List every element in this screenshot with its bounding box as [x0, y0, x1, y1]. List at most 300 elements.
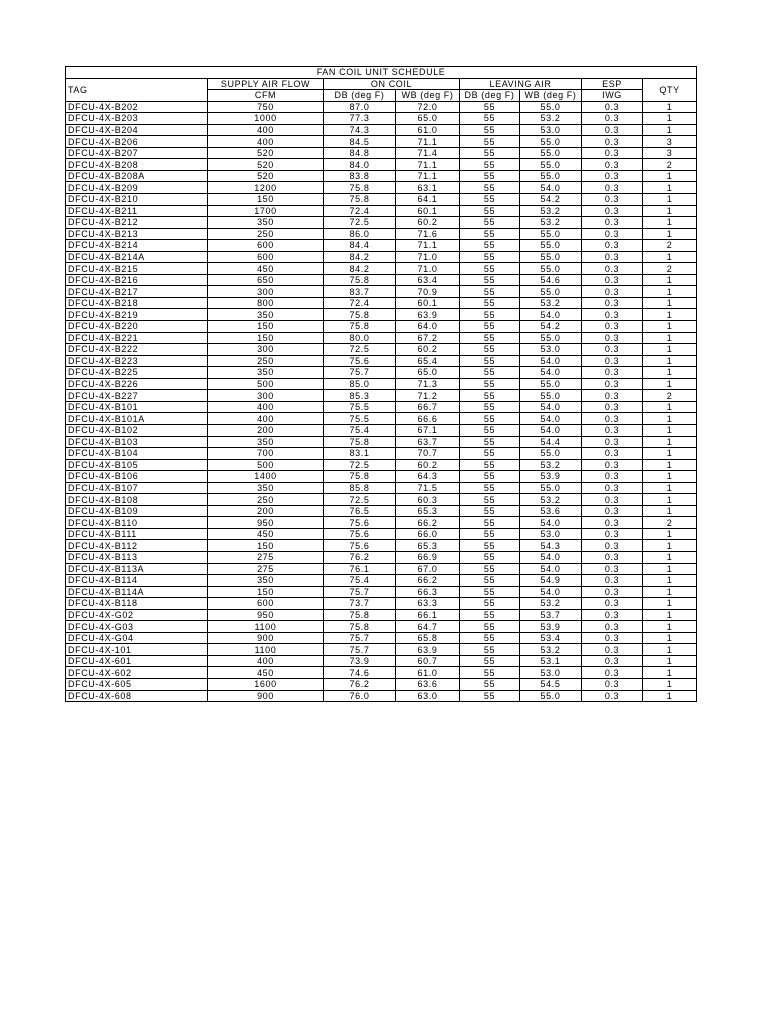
leaving-air-wb-cell: 54.0	[520, 182, 582, 194]
leaving-air-db-cell: 55	[460, 678, 520, 690]
cfm-cell: 450	[208, 667, 324, 679]
leaving-air-db-cell: 55	[460, 494, 520, 506]
leaving-air-db-cell: 55	[460, 667, 520, 679]
leaving-air-db-cell: 55	[460, 482, 520, 494]
on-coil-db-cell: 84.4	[324, 240, 396, 252]
table-row	[66, 286, 697, 298]
leaving-air-wb-cell: 55.0	[520, 390, 582, 402]
header-row-1	[66, 78, 697, 90]
on-coil-db-cell: 75.8	[324, 621, 396, 633]
leaving-air-wb-cell: 54.0	[520, 367, 582, 379]
esp-cell: 0.3	[582, 494, 643, 506]
cfm-cell: 250	[208, 494, 324, 506]
on-coil-header: ON COIL	[324, 78, 460, 90]
on-coil-db-cell: 75.8	[324, 436, 396, 448]
leaving-air-db-cell: 55	[460, 424, 520, 436]
qty-cell: 2	[643, 390, 697, 402]
on-coil-db-cell: 75.8	[324, 321, 396, 333]
on-coil-wb-cell: 72.0	[396, 101, 460, 113]
cfm-cell: 1000	[208, 113, 324, 125]
cfm-cell: 520	[208, 170, 324, 182]
leaving-air-wb-cell: 54.0	[520, 586, 582, 598]
tag-cell: DFCU-4X-101	[66, 644, 208, 656]
leaving-air-wb-cell: 54.2	[520, 194, 582, 206]
leaving-air-wb-cell: 55.0	[520, 690, 582, 702]
on-coil-wb-cell: 60.1	[396, 205, 460, 217]
leaving-air-wb-cell: 54.0	[520, 309, 582, 321]
tag-cell: DFCU-4X-B118	[66, 598, 208, 610]
esp-cell: 0.3	[582, 505, 643, 517]
leaving-air-wb-cell: 53.2	[520, 297, 582, 309]
qty-cell: 1	[643, 563, 697, 575]
qty-cell: 1	[643, 413, 697, 425]
tag-cell: DFCU-4X-608	[66, 690, 208, 702]
on-coil-wb-cell: 71.1	[396, 159, 460, 171]
tag-cell: DFCU-4X-B109	[66, 505, 208, 517]
leaving-air-db-cell: 55	[460, 401, 520, 413]
table-row	[66, 644, 697, 656]
qty-cell: 1	[643, 575, 697, 587]
qty-cell: 1	[643, 690, 697, 702]
esp-cell: 0.3	[582, 667, 643, 679]
leaving-air-db-cell: 55	[460, 609, 520, 621]
cfm-cell: 400	[208, 655, 324, 667]
on-coil-wb-cell: 66.0	[396, 528, 460, 540]
on-coil-db-cell: 76.1	[324, 563, 396, 575]
cfm-cell: 500	[208, 378, 324, 390]
on-coil-db-cell: 75.8	[324, 309, 396, 321]
tag-cell: DFCU-4X-B220	[66, 321, 208, 333]
cfm-cell: 800	[208, 297, 324, 309]
qty-cell: 1	[643, 436, 697, 448]
table-row	[66, 355, 697, 367]
on-coil-wb-cell: 63.4	[396, 274, 460, 286]
tag-cell: DFCU-4X-B108	[66, 494, 208, 506]
cfm-cell: 350	[208, 575, 324, 587]
qty-cell: 3	[643, 136, 697, 148]
table-row	[66, 540, 697, 552]
leaving-air-wb-cell: 55.0	[520, 286, 582, 298]
leaving-air-wb-cell: 54.3	[520, 540, 582, 552]
cfm-cell: 350	[208, 436, 324, 448]
leaving-air-db-cell: 55	[460, 459, 520, 471]
cfm-cell: 1100	[208, 621, 324, 633]
qty-cell: 1	[643, 598, 697, 610]
leaving-air-db-cell: 55	[460, 517, 520, 529]
table-row	[66, 378, 697, 390]
esp-cell: 0.3	[582, 448, 643, 460]
table-row	[66, 182, 697, 194]
qty-cell: 1	[643, 309, 697, 321]
esp-cell: 0.3	[582, 690, 643, 702]
qty-cell: 3	[643, 147, 697, 159]
leaving-air-wb-cell: 55.0	[520, 101, 582, 113]
on-coil-db-cell: 76.2	[324, 678, 396, 690]
table-row	[66, 459, 697, 471]
leaving-air-db-cell: 55	[460, 690, 520, 702]
on-coil-wb-cell: 66.7	[396, 401, 460, 413]
leaving-air-db-cell: 55	[460, 332, 520, 344]
cfm-cell: 150	[208, 194, 324, 206]
esp-cell: 0.3	[582, 274, 643, 286]
table-row	[66, 321, 697, 333]
leaving-air-wb-cell: 53.7	[520, 609, 582, 621]
qty-cell: 1	[643, 217, 697, 229]
tag-cell: DFCU-4X-B217	[66, 286, 208, 298]
table-row	[66, 678, 697, 690]
on-coil-wb-cell: 71.0	[396, 251, 460, 263]
cfm-cell: 400	[208, 124, 324, 136]
table-row	[66, 621, 697, 633]
qty-cell: 1	[643, 644, 697, 656]
leaving-air-db-cell: 55	[460, 632, 520, 644]
leaving-air-db-cell: 55	[460, 101, 520, 113]
on-coil-wb-cell: 65.3	[396, 540, 460, 552]
qty-cell: 1	[643, 124, 697, 136]
on-coil-wb-cell: 64.3	[396, 471, 460, 483]
esp-cell: 0.3	[582, 413, 643, 425]
cfm-cell: 450	[208, 528, 324, 540]
on-coil-wb-cell: 63.6	[396, 678, 460, 690]
leaving-air-wb-cell: 55.0	[520, 251, 582, 263]
qty-cell: 1	[643, 471, 697, 483]
esp-cell: 0.3	[582, 286, 643, 298]
leaving-air-wb-cell: 53.9	[520, 621, 582, 633]
esp-cell: 0.3	[582, 459, 643, 471]
on-coil-wb-cell: 61.0	[396, 667, 460, 679]
on-coil-wb-cell: 65.4	[396, 355, 460, 367]
leaving-air-db-cell: 55	[460, 448, 520, 460]
table-row	[66, 297, 697, 309]
esp-cell: 0.3	[582, 367, 643, 379]
leaving-air-db-cell: 55	[460, 344, 520, 356]
tag-cell: DFCU-4X-B103	[66, 436, 208, 448]
on-coil-db-cell: 76.0	[324, 690, 396, 702]
on-coil-wb-cell: 70.7	[396, 448, 460, 460]
table-row	[66, 482, 697, 494]
on-coil-db-cell: 84.2	[324, 251, 396, 263]
qty-cell: 1	[643, 678, 697, 690]
table-row	[66, 113, 697, 125]
leaving-air-wb-cell: 55.0	[520, 332, 582, 344]
qty-cell: 1	[643, 194, 697, 206]
leaving-air-wb-cell: 54.5	[520, 678, 582, 690]
on-coil-db-cell: 85.0	[324, 378, 396, 390]
table-row	[66, 205, 697, 217]
table-row	[66, 194, 697, 206]
tag-cell: DFCU-4X-B110	[66, 517, 208, 529]
esp-cell: 0.3	[582, 655, 643, 667]
leaving-air-wb-cell: 55.0	[520, 136, 582, 148]
on-coil-db-cell: 75.5	[324, 413, 396, 425]
esp-cell: 0.3	[582, 159, 643, 171]
leaving-air-wb-cell: 54.0	[520, 424, 582, 436]
tag-cell: DFCU-4X-B214A	[66, 251, 208, 263]
leaving-air-wb-cell: 54.2	[520, 321, 582, 333]
leaving-air-wb-cell: 53.0	[520, 124, 582, 136]
on-coil-db-cell: 74.3	[324, 124, 396, 136]
supply-air-flow-header: SUPPLY AIR FLOW	[208, 78, 324, 90]
table-row	[66, 401, 697, 413]
esp-cell: 0.3	[582, 609, 643, 621]
leaving-air-wb-cell: 54.0	[520, 551, 582, 563]
tag-cell: DFCU-4X-G02	[66, 609, 208, 621]
on-coil-db-cell: 75.7	[324, 367, 396, 379]
cfm-cell: 750	[208, 101, 324, 113]
tag-cell: DFCU-4X-B210	[66, 194, 208, 206]
on-coil-db-cell: 84.2	[324, 263, 396, 275]
leaving-air-wb-cell: 53.2	[520, 205, 582, 217]
tag-cell: DFCU-4X-B102	[66, 424, 208, 436]
esp-cell: 0.3	[582, 332, 643, 344]
table-row	[66, 575, 697, 587]
on-coil-db-cell: 84.0	[324, 159, 396, 171]
qty-cell: 1	[643, 113, 697, 125]
tag-cell: DFCU-4X-B222	[66, 344, 208, 356]
leaving-air-db-cell: 55	[460, 205, 520, 217]
tag-cell: DFCU-4X-B113A	[66, 563, 208, 575]
tag-cell: DFCU-4X-B111	[66, 528, 208, 540]
leaving-air-wb-cell: 54.4	[520, 436, 582, 448]
qty-cell: 2	[643, 159, 697, 171]
leaving-air-wb-cell: 53.2	[520, 113, 582, 125]
table-row	[66, 147, 697, 159]
leaving-air-db-cell: 55	[460, 551, 520, 563]
qty-cell: 1	[643, 355, 697, 367]
leaving-air-db-cell: 55	[460, 575, 520, 587]
qty-cell: 1	[643, 251, 697, 263]
table-row	[66, 367, 697, 379]
esp-cell: 0.3	[582, 240, 643, 252]
esp-cell: 0.3	[582, 482, 643, 494]
on-coil-wb-cell: 64.0	[396, 321, 460, 333]
tag-cell: DFCU-4X-B203	[66, 113, 208, 125]
schedule-title: FAN COIL UNIT SCHEDULE	[66, 67, 697, 79]
esp-cell: 0.3	[582, 147, 643, 159]
on-coil-db-cell: 75.7	[324, 632, 396, 644]
qty-cell: 1	[643, 667, 697, 679]
cfm-cell: 150	[208, 586, 324, 598]
on-coil-wb-cell: 63.9	[396, 309, 460, 321]
on-coil-db-cell: 75.4	[324, 575, 396, 587]
leaving-air-wb-cell: 55.0	[520, 482, 582, 494]
cfm-cell: 150	[208, 540, 324, 552]
esp-cell: 0.3	[582, 378, 643, 390]
table-row	[66, 170, 697, 182]
qty-header: QTY	[643, 78, 697, 101]
cfm-cell: 600	[208, 240, 324, 252]
leaving-air-wb-header: WB (deg F)	[520, 90, 582, 102]
cfm-cell: 1400	[208, 471, 324, 483]
on-coil-wb-cell: 66.2	[396, 575, 460, 587]
on-coil-wb-cell: 66.9	[396, 551, 460, 563]
leaving-air-wb-cell: 55.0	[520, 263, 582, 275]
table-row	[66, 413, 697, 425]
on-coil-wb-cell: 60.7	[396, 655, 460, 667]
esp-cell: 0.3	[582, 101, 643, 113]
cfm-cell: 350	[208, 309, 324, 321]
on-coil-db-cell: 85.3	[324, 390, 396, 402]
qty-cell: 1	[643, 494, 697, 506]
qty-cell: 1	[643, 274, 697, 286]
on-coil-db-cell: 75.8	[324, 471, 396, 483]
qty-cell: 1	[643, 459, 697, 471]
on-coil-wb-cell: 60.2	[396, 217, 460, 229]
qty-cell: 1	[643, 655, 697, 667]
cfm-cell: 350	[208, 217, 324, 229]
qty-cell: 1	[643, 228, 697, 240]
tag-cell: DFCU-4X-B219	[66, 309, 208, 321]
leaving-air-db-cell: 55	[460, 136, 520, 148]
tag-cell: DFCU-4X-B209	[66, 182, 208, 194]
tag-cell: DFCU-4X-B223	[66, 355, 208, 367]
esp-cell: 0.3	[582, 297, 643, 309]
table-row	[66, 332, 697, 344]
leaving-air-wb-cell: 54.0	[520, 413, 582, 425]
leaving-air-wb-cell: 53.0	[520, 344, 582, 356]
leaving-air-db-cell: 55	[460, 586, 520, 598]
qty-cell: 1	[643, 378, 697, 390]
qty-cell: 1	[643, 586, 697, 598]
esp-cell: 0.3	[582, 309, 643, 321]
on-coil-db-header: DB (deg F)	[324, 90, 396, 102]
esp-cell: 0.3	[582, 644, 643, 656]
table-row	[66, 471, 697, 483]
tag-cell: DFCU-4X-B227	[66, 390, 208, 402]
tag-cell: DFCU-4X-B107	[66, 482, 208, 494]
leaving-air-db-cell: 55	[460, 297, 520, 309]
on-coil-db-cell: 72.5	[324, 344, 396, 356]
table-row	[66, 632, 697, 644]
tag-cell: DFCU-4X-B216	[66, 274, 208, 286]
table-row	[66, 528, 697, 540]
table-row	[66, 424, 697, 436]
leaving-air-wb-cell: 54.9	[520, 575, 582, 587]
on-coil-db-cell: 77.3	[324, 113, 396, 125]
tag-cell: DFCU-4X-B114	[66, 575, 208, 587]
qty-cell: 1	[643, 540, 697, 552]
on-coil-db-cell: 75.5	[324, 401, 396, 413]
qty-cell: 1	[643, 205, 697, 217]
cfm-cell: 400	[208, 401, 324, 413]
on-coil-wb-cell: 65.8	[396, 632, 460, 644]
leaving-air-db-cell: 55	[460, 147, 520, 159]
table-row	[66, 101, 697, 113]
on-coil-db-cell: 80.0	[324, 332, 396, 344]
on-coil-wb-cell: 67.2	[396, 332, 460, 344]
on-coil-wb-cell: 66.3	[396, 586, 460, 598]
on-coil-db-cell: 75.7	[324, 644, 396, 656]
fan-coil-unit-schedule-table	[65, 66, 697, 702]
on-coil-wb-cell: 66.2	[396, 517, 460, 529]
on-coil-wb-cell: 63.9	[396, 644, 460, 656]
leaving-air-wb-cell: 55.0	[520, 147, 582, 159]
tag-cell: DFCU-4X-602	[66, 667, 208, 679]
on-coil-wb-cell: 71.2	[396, 390, 460, 402]
leaving-air-db-cell: 55	[460, 563, 520, 575]
esp-cell: 0.3	[582, 471, 643, 483]
on-coil-db-cell: 75.8	[324, 274, 396, 286]
on-coil-wb-cell: 66.6	[396, 413, 460, 425]
esp-cell: 0.3	[582, 228, 643, 240]
tag-cell: DFCU-4X-B202	[66, 101, 208, 113]
cfm-cell: 275	[208, 563, 324, 575]
tag-cell: DFCU-4X-B221	[66, 332, 208, 344]
on-coil-db-cell: 72.5	[324, 217, 396, 229]
leaving-air-db-cell: 55	[460, 528, 520, 540]
esp-cell: 0.3	[582, 678, 643, 690]
on-coil-wb-cell: 71.1	[396, 170, 460, 182]
on-coil-wb-cell: 71.6	[396, 228, 460, 240]
tag-cell: DFCU-4X-601	[66, 655, 208, 667]
on-coil-db-cell: 83.1	[324, 448, 396, 460]
schedule-body	[66, 101, 697, 701]
leaving-air-db-cell: 55	[460, 621, 520, 633]
on-coil-db-cell: 75.8	[324, 609, 396, 621]
tag-header: TAG	[66, 78, 208, 101]
table-row	[66, 505, 697, 517]
qty-cell: 1	[643, 344, 697, 356]
tag-cell: DFCU-4X-B215	[66, 263, 208, 275]
leaving-air-wb-cell: 53.1	[520, 655, 582, 667]
on-coil-db-cell: 75.6	[324, 517, 396, 529]
table-row	[66, 344, 697, 356]
on-coil-wb-cell: 70.9	[396, 286, 460, 298]
on-coil-db-cell: 85.8	[324, 482, 396, 494]
on-coil-db-cell: 87.0	[324, 101, 396, 113]
tag-cell: DFCU-4X-B213	[66, 228, 208, 240]
leaving-air-wb-cell: 53.2	[520, 598, 582, 610]
qty-cell: 2	[643, 263, 697, 275]
leaving-air-wb-cell: 55.0	[520, 240, 582, 252]
qty-cell: 1	[643, 632, 697, 644]
leaving-air-wb-cell: 53.2	[520, 644, 582, 656]
leaving-air-wb-cell: 53.6	[520, 505, 582, 517]
cfm-cell: 300	[208, 286, 324, 298]
esp-cell: 0.3	[582, 401, 643, 413]
leaving-air-db-cell: 55	[460, 124, 520, 136]
on-coil-wb-cell: 61.0	[396, 124, 460, 136]
leaving-air-wb-cell: 55.0	[520, 228, 582, 240]
table-row	[66, 609, 697, 621]
tag-cell: DFCU-4X-B204	[66, 124, 208, 136]
leaving-air-wb-cell: 54.0	[520, 517, 582, 529]
tag-cell: DFCU-4X-G03	[66, 621, 208, 633]
leaving-air-wb-cell: 54.6	[520, 274, 582, 286]
esp-cell: 0.3	[582, 355, 643, 367]
qty-cell: 1	[643, 505, 697, 517]
qty-cell: 1	[643, 297, 697, 309]
on-coil-wb-cell: 63.1	[396, 182, 460, 194]
leaving-air-wb-cell: 53.0	[520, 528, 582, 540]
tag-cell: DFCU-4X-B225	[66, 367, 208, 379]
cfm-cell: 200	[208, 424, 324, 436]
cfm-cell: 250	[208, 228, 324, 240]
tag-cell: DFCU-4X-B208	[66, 159, 208, 171]
tag-cell: DFCU-4X-605	[66, 678, 208, 690]
qty-cell: 1	[643, 367, 697, 379]
table-row	[66, 517, 697, 529]
on-coil-db-cell: 72.4	[324, 205, 396, 217]
qty-cell: 1	[643, 482, 697, 494]
table-row	[66, 390, 697, 402]
on-coil-wb-cell: 60.1	[396, 297, 460, 309]
leaving-air-db-cell: 55	[460, 540, 520, 552]
table-row	[66, 598, 697, 610]
cfm-cell: 450	[208, 263, 324, 275]
on-coil-wb-cell: 67.1	[396, 424, 460, 436]
cfm-cell: 300	[208, 344, 324, 356]
